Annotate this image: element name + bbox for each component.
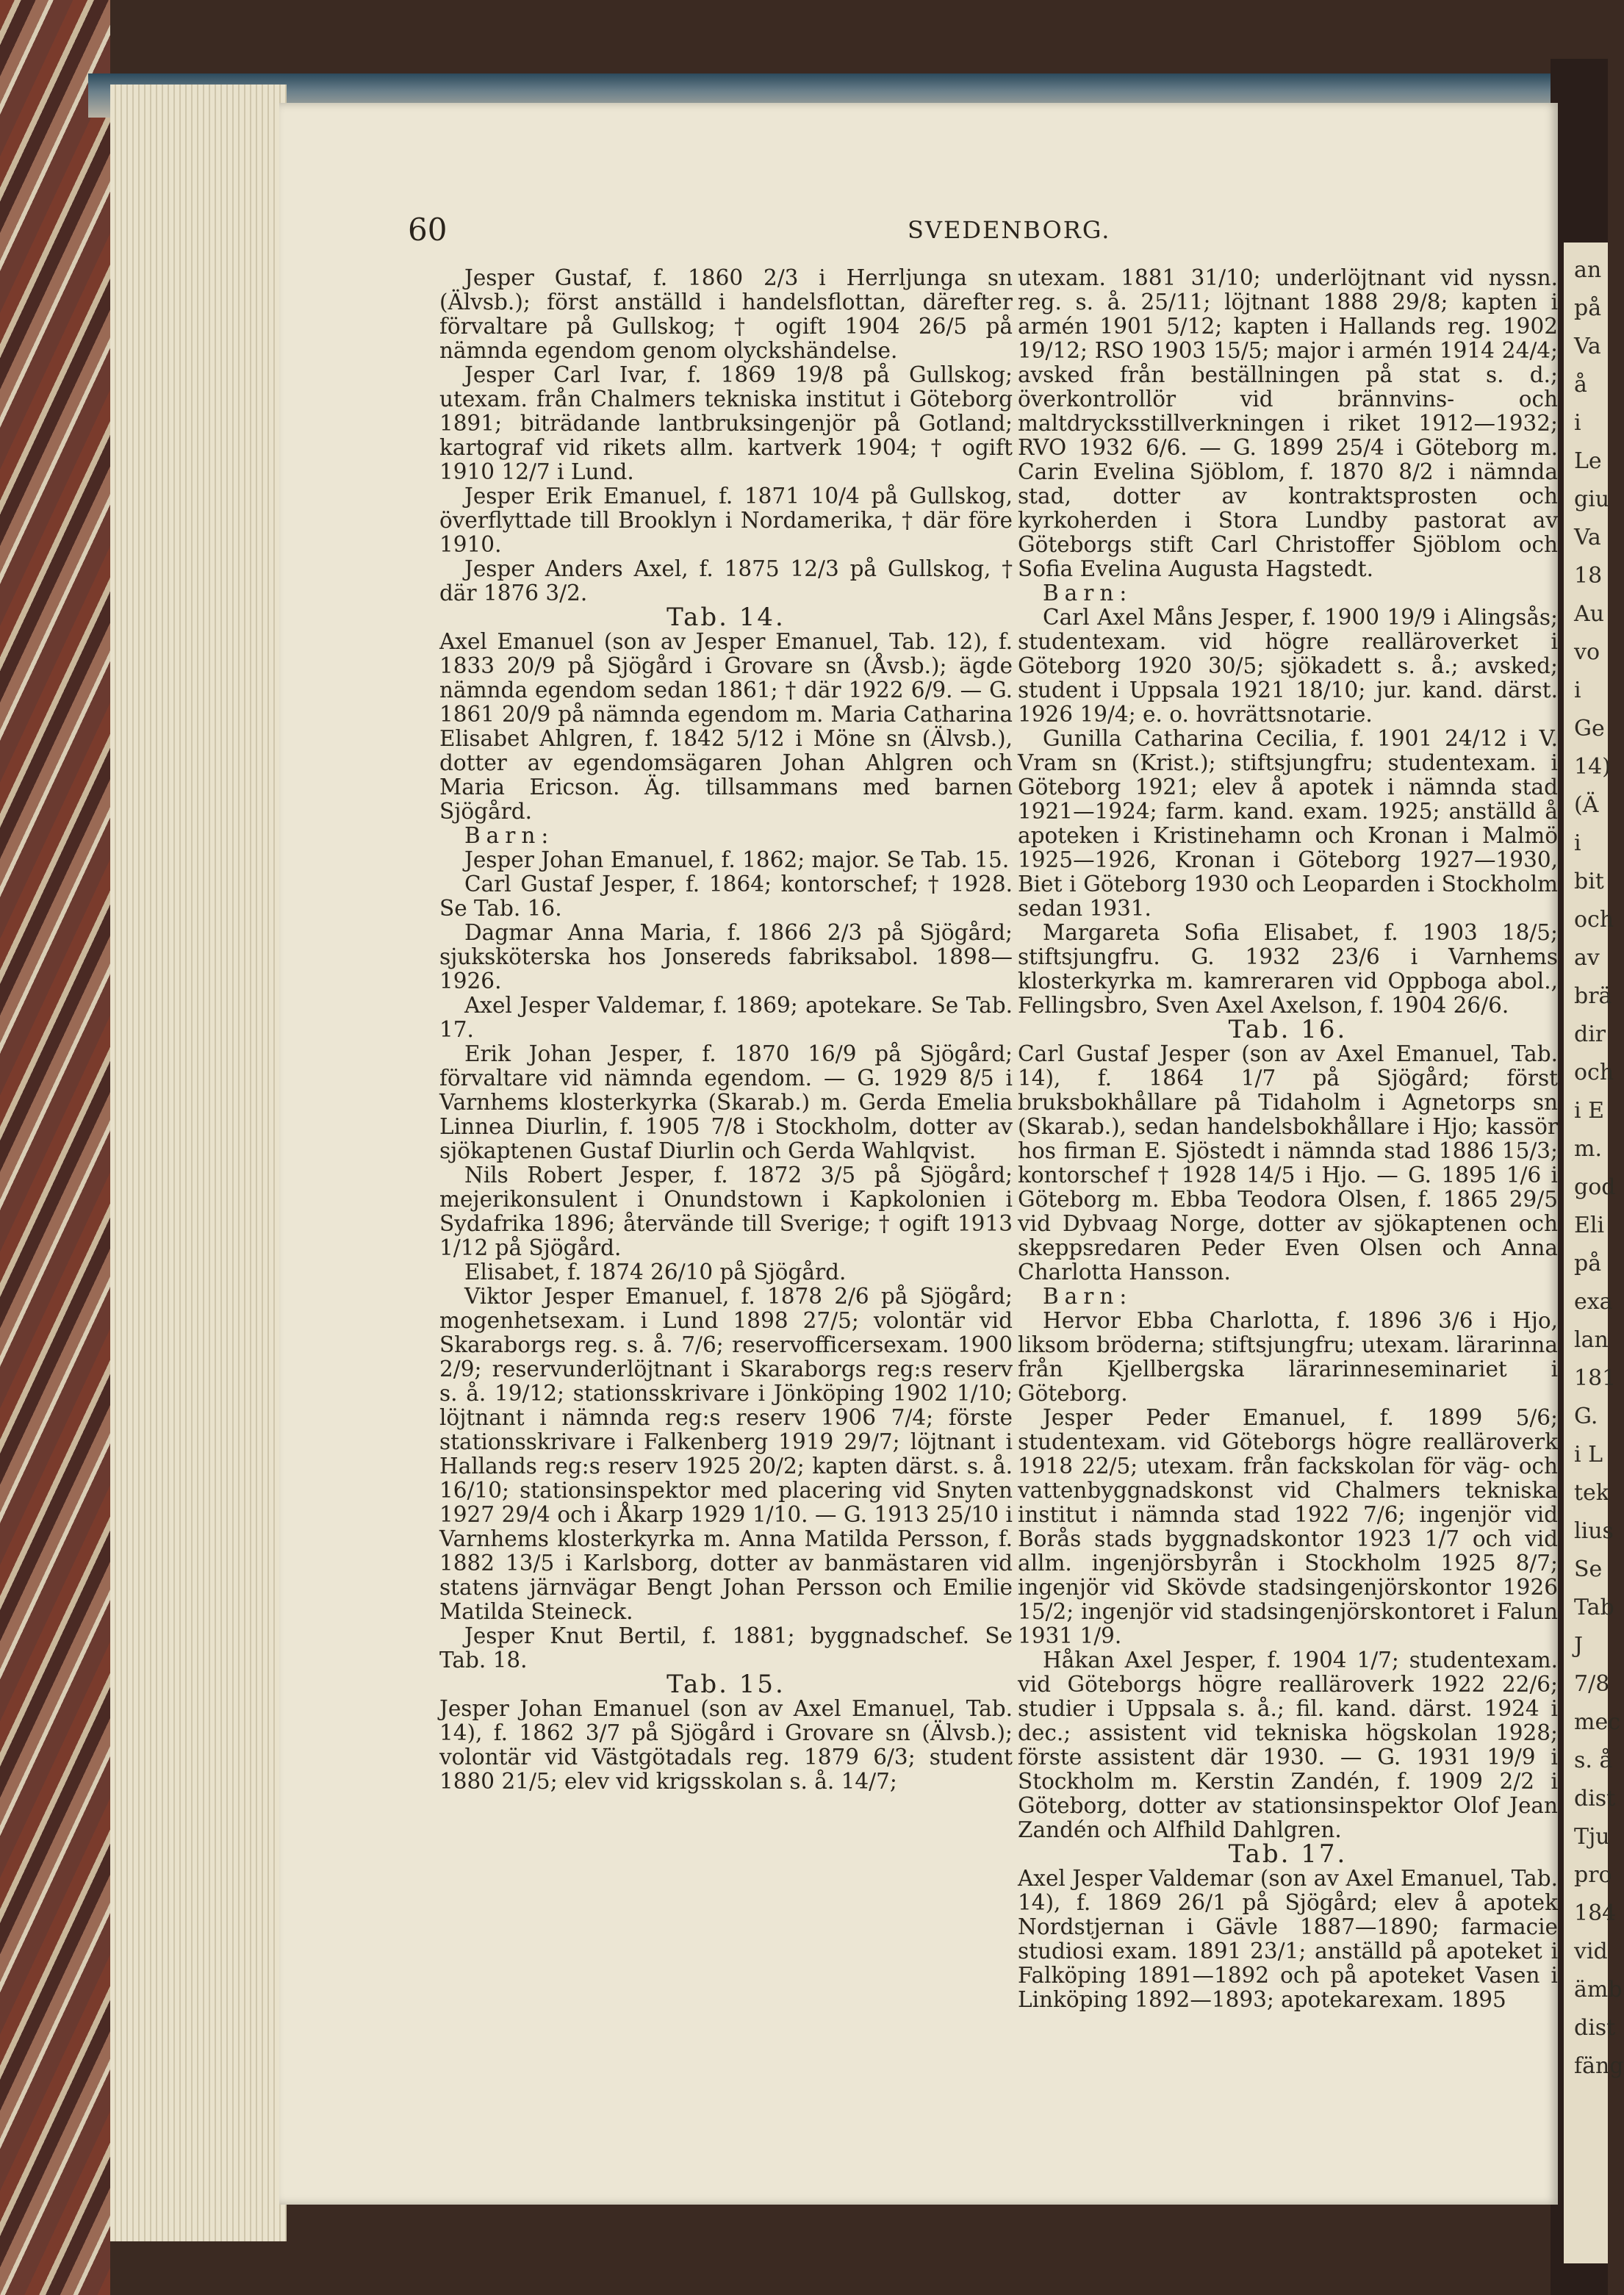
genealogy-entry: Elisabet, f. 1874 26/10 på Sjögård. xyxy=(464,1260,847,1285)
facing-page-text-fragment: i E xyxy=(1574,1098,1605,1124)
facing-page-text-fragment: Tju xyxy=(1574,1824,1610,1850)
left-text-column xyxy=(439,266,1013,1794)
facing-page-text-fragment: Ge xyxy=(1574,716,1605,741)
facing-page-text-fragment: i xyxy=(1574,410,1581,436)
facing-page-text-fragment: G. xyxy=(1574,1404,1598,1429)
facing-page-text-fragment: dir xyxy=(1574,1021,1606,1047)
table-heading: Tab. 15. xyxy=(667,1670,786,1699)
table-heading: Tab. 17. xyxy=(1228,1839,1348,1869)
facing-page-fragment xyxy=(1564,243,1624,2263)
facing-page-text-fragment: giu xyxy=(1574,486,1610,512)
children-label: Barn: xyxy=(1043,581,1133,606)
genealogy-entry: Jesper Knut Bertil, f. 1881; byggnadschef. Se Tab. 18. xyxy=(439,1623,1013,1673)
genealogy-entry: Nils Robert Jesper, f. 1872 3/5 på Sjögård; mejerikonsulent i Onundstown i Kapkolonien i Sydafrika 1896; återvände till Sverige; † ogift 1913 1/12 på Sjögård. xyxy=(439,1163,1013,1260)
facing-page-text-fragment: Le xyxy=(1574,448,1602,474)
facing-page-text-fragment: (Ä xyxy=(1574,792,1599,818)
genealogy-entry: Jesper Peder Emanuel, f. 1899 5/6; studentexam. vid Göteborgs högre realläroverk 1918 22/5; utexam. från fackskolan för väg- och vattenbyggnadskonst vid Chalmers tekniska institut i nämnda stad 1922 7/6; ingenjör vid Borås stads byggnadskontor 1923 1/7 och vid allm. ingenjörsbyrån i Stockholm 1925 8/7; ingenjör vid Skövde stadsingenjörskontor 1926 15/2; ingenjör vid stadsingenjörskontoret i Falun 1931 1/9. xyxy=(1018,1405,1558,1648)
genealogy-entry: Hervor Ebba Charlotta, f. 1896 3/6 i Hjo, liksom bröderna; stiftsjungfru; utexam. lärarinna från Kjellbergska lärarinneseminariet i Göteborg. xyxy=(1018,1308,1558,1406)
facing-page-text-fragment: 184 xyxy=(1574,1900,1617,1926)
genealogy-entry: Margareta Sofia Elisabet, f. 1903 18/5; stiftsjungfru. G. 1932 23/6 i Varnhems klosterkyrka m. kamreraren vid Oppboga abol., Fellingsbro, Sven Axel Axelson, f. 1904 26/6. xyxy=(1018,920,1558,1018)
genealogy-entry: Håkan Axel Jesper, f. 1904 1/7; studentexam. vid Göteborgs högre realläroverk 1922 22/6; studier i Uppsala s. å.; fil. kand. därst. 1924 i dec.; assistent vid tekniska högskolan 1928; förste assistent där 1930. — G. 1931 19/9 i Stockholm m. Kerstin Zandén, f. 1909 2/2 i Göteborg, dotter av stationsinspektor Olof Jean Zandén och Alfhild Dahlgren. xyxy=(1018,1648,1558,1842)
facing-page-text-fragment: å xyxy=(1574,372,1587,398)
page-stack-edges xyxy=(110,85,287,2241)
facing-page-text-fragment: på xyxy=(1574,1251,1602,1276)
facing-page-text-fragment: 7/8 xyxy=(1574,1671,1610,1697)
facing-page-text-fragment: Eli xyxy=(1574,1213,1605,1238)
page-number: 60 xyxy=(408,212,448,248)
facing-page-text-fragment: tek xyxy=(1574,1480,1609,1506)
genealogy-entry: Jesper Johan Emanuel, f. 1862; major. Se Tab. 15. xyxy=(464,847,1010,872)
genealogy-entry: Jesper Erik Emanuel, f. 1871 10/4 på Gullskog, överflyttade till Brooklyn i Nordamerika, † där före 1910. xyxy=(439,484,1013,557)
genealogy-entry: Axel Emanuel (son av Jesper Emanuel, Tab. 12), f. 1833 20/9 på Sjögård i Grovare sn (Åvsb.); ägde nämnda egendom sedan 1861; † där 1922 6/9. — G. 1861 20/9 på nämnda egendom m. Maria Catharina Elisabet Ahlgren, f. 1842 5/12 i Möne sn (Älvsb.), dotter av egendomsägaren Johan Ahlgren och Maria Ericson. Äg. tillsammans med barnen Sjögård. xyxy=(439,629,1013,824)
facing-page-text-fragment: m. xyxy=(1574,1136,1602,1162)
genealogy-entry: Gunilla Catharina Cecilia, f. 1901 24/12 i V. Vram sn (Krist.); stiftsjungfru; studentexam. i Göteborg 1921; elev å apotek i nämnda stad 1921—1924; farm. kand. exam. 1925; anställd å apoteken i Kristinehamn och Kronan i Malmö 1925—1926, Kronan i Göteborg 1927—1930, Biet i Göteborg 1930 och Leoparden i Stockholm sedan 1931. xyxy=(1018,726,1558,921)
facing-page-text-fragment: Va xyxy=(1574,525,1601,550)
genealogy-entry: Axel Jesper Valdemar (son av Axel Emanuel, Tab. 14), f. 1869 26/1 på Sjögård; elev å apotek Nordstjernan i Gävle 1887—1890; farmacie studiosi exam. 1891 23/1; anställd på apoteket i Falköping 1891—1892 och på apoteket Vasen i Linköping 1892—1893; apotekarexam. 1895 xyxy=(1018,1866,1558,2012)
facing-page-text-fragment: J xyxy=(1574,1633,1584,1659)
children-label: Barn: xyxy=(464,823,555,848)
facing-page-text-fragment: 18 xyxy=(1574,563,1603,589)
facing-page-text-fragment: Au xyxy=(1574,601,1604,627)
genealogy-entry: Jesper Carl Ivar, f. 1869 19/8 på Gullskog; utexam. från Chalmers tekniska institut i Göteborg 1891; biträdande lantbruksingenjör på Gotland; kartograf vid rikets allm. kartverk 1904; † ogift 1910 12/7 i Lund. xyxy=(439,362,1013,484)
facing-page-text-fragment: lius xyxy=(1574,1518,1614,1544)
genealogy-entry: Carl Gustaf Jesper (son av Axel Emanuel, Tab. 14), f. 1864 1/7 på Sjögård; först bruksbokhållare på Tidaholm i Agnetorps sn (Skarab.), sedan handelsbokhållare i Hjo; kassör hos firman E. Sjöstedt i nämnda stad 1886 15/3; kontorschef † 1928 14/5 i Hjo. — G. 1895 1/6 i Göteborg m. Ebba Teodora Olsen, f. 1865 29/5 vid Dybvaag Norge, dotter av sjökaptenen och skeppsredaren Peder Even Olsen och Anna Charlotta Hansson. xyxy=(1018,1041,1558,1285)
facing-page-text-fragment: 181 xyxy=(1574,1365,1617,1391)
facing-page-text-fragment: dist xyxy=(1574,2015,1616,2041)
genealogy-entry: utexam. 1881 31/10; underlöjtnant vid nyssn. reg. s. å. 25/11; löjtnant 1888 29/8; kapten i armén 1901 5/12; kapten i Hallands reg. 1902 19/12; RSO 1903 15/5; major i armén 1914 24/4; avsked från beställningen på stat s. d.; överkontrollör vid brännvins- och maltdrycksstillverkningen i riket 1912—1932; RVO 1932 6/6. — G. 1899 25/4 i Göteborg m. Carin Evelina Sjöblom, f. 1870 8/2 i nämnda stad, dotter av kontraktsprosten och kyrkoherden i Stora Lundby pastorat av Göteborgs stift Carl Christoffer Sjöblom och Sofia Evelina Augusta Hagstedt. xyxy=(1018,265,1558,581)
facing-page-text-fragment: s. å xyxy=(1574,1748,1613,1773)
genealogy-entry: Carl Gustaf Jesper, f. 1864; kontorschef; † 1928. Se Tab. 16. xyxy=(439,872,1013,921)
right-text-column xyxy=(1018,266,1558,2012)
facing-page-text-fragment: vid xyxy=(1574,1939,1608,1964)
facing-page-text-fragment: Va xyxy=(1574,334,1601,359)
facing-page-text-fragment: och xyxy=(1574,907,1614,933)
facing-page-text-fragment: exa xyxy=(1574,1289,1613,1315)
facing-page-text-fragment: i xyxy=(1574,830,1581,856)
facing-page-text-fragment: av xyxy=(1574,945,1600,971)
facing-page-text-fragment: brä xyxy=(1574,983,1612,1009)
genealogy-entry: Viktor Jesper Emanuel, f. 1878 2/6 på Sjögård; mogenhetsexam. i Lund 1898 27/5; volontär vid Skaraborgs reg. s. å. 7/6; reservofficersexam. 1900 2/9; reservunderlöjtnant i Skaraborgs reg:s reserv s. å. 19/12; stationsskrivare i Jönköping 1902 1/10; löjtnant i nämnda reg:s reserv 1906 7/4; förste stationsskrivare i Falkenberg 1919 29/7; löjtnant i Hallands reg:s reserv 1925 20/2; kapten därst. s. å. 16/10; stationsinspektor med placering vid Snyten 1927 29/4 och i Åkarp 1929 1/10. — G. 1913 25/10 i Varnhems klosterkyrka m. Anna Matilda Persson, f. 1882 13/5 i Karlsborg, dotter av banmästaren vid statens järnvägar Bengt Johan Persson och Emilie Matilda Steineck. xyxy=(439,1284,1013,1624)
table-heading: Tab. 14. xyxy=(667,603,786,632)
genealogy-entry: Axel Jesper Valdemar, f. 1869; apotekare. Se Tab. 17. xyxy=(439,993,1013,1042)
facing-page-text-fragment: ämb xyxy=(1574,1977,1623,2003)
children-label: Barn: xyxy=(1043,1284,1133,1309)
page-header xyxy=(408,212,1536,248)
genealogy-entry: Erik Johan Jesper, f. 1870 16/9 på Sjögård; förvaltare vid nämnda egendom. — G. 1929 8/5 i Varnhems klosterkyrka (Skarab.) m. Gerda Emelia Linnea Diurlin, f. 1905 7/8 i Stockholm, dotter av sjökaptenen Gustaf Diurlin och Gerda Wahlqvist. xyxy=(439,1041,1013,1163)
genealogy-entry: Carl Axel Måns Jesper, f. 1900 19/9 i Alingsås; studentexam. vid högre realläroverket i Göteborg 1920 30/5; sjökadett s. å.; avsked; student i Uppsala 1921 18/10; jur. kand. därst. 1926 19/4; e. o. hovrättsnotarie. xyxy=(1018,605,1558,727)
facing-page-text-fragment: och xyxy=(1574,1060,1614,1085)
book-cover-marbled-edge xyxy=(0,0,110,2295)
facing-page-text-fragment: 14) xyxy=(1574,754,1611,780)
facing-page-text-fragment: i xyxy=(1574,678,1581,703)
facing-page-text-fragment: lan xyxy=(1574,1327,1609,1353)
facing-page-text-fragment: bit xyxy=(1574,869,1604,894)
genealogy-entry: Dagmar Anna Maria, f. 1866 2/3 på Sjögård; sjuksköterska hos Jonsereds fabriksabol. 1898—1926. xyxy=(439,920,1013,994)
facing-page-text-fragment: god xyxy=(1574,1174,1616,1200)
facing-page-text-fragment: på xyxy=(1574,295,1602,321)
facing-page-text-fragment: an xyxy=(1574,257,1602,283)
facing-page-text-fragment: Se xyxy=(1574,1556,1603,1582)
facing-page-text-fragment: fäng xyxy=(1574,2053,1624,2079)
running-head: SVEDENBORG. xyxy=(908,216,1111,244)
facing-page-text-fragment: i L xyxy=(1574,1442,1603,1468)
facing-page-text-fragment: pro xyxy=(1574,1862,1612,1888)
facing-page-text-fragment: Tab xyxy=(1574,1595,1614,1620)
facing-page-text-fragment: mec xyxy=(1574,1709,1621,1735)
genealogy-entry: Jesper Anders Axel, f. 1875 12/3 på Gullskog, † där 1876 3/2. xyxy=(439,556,1013,606)
table-heading: Tab. 16. xyxy=(1228,1015,1348,1044)
facing-page-text-fragment: dist xyxy=(1574,1786,1616,1811)
genealogy-entry: Jesper Gustaf, f. 1860 2/3 i Herrljunga sn (Älvsb.); först anställd i handelsflottan, därefter förvaltare på Gullskog; † ogift 1904 26/5 på nämnda egendom genom olyckshändelse. xyxy=(439,265,1013,363)
genealogy-entry: Jesper Johan Emanuel (son av Axel Emanuel, Tab. 14), f. 1862 3/7 på Sjögård i Grovare sn (Älvsb.); volontär vid Västgötadals reg. 1879 6/3; student 1880 21/5; elev vid krigsskolan s. å. 14/7; xyxy=(439,1696,1013,1794)
facing-page-text-fragment: vo xyxy=(1574,639,1600,665)
